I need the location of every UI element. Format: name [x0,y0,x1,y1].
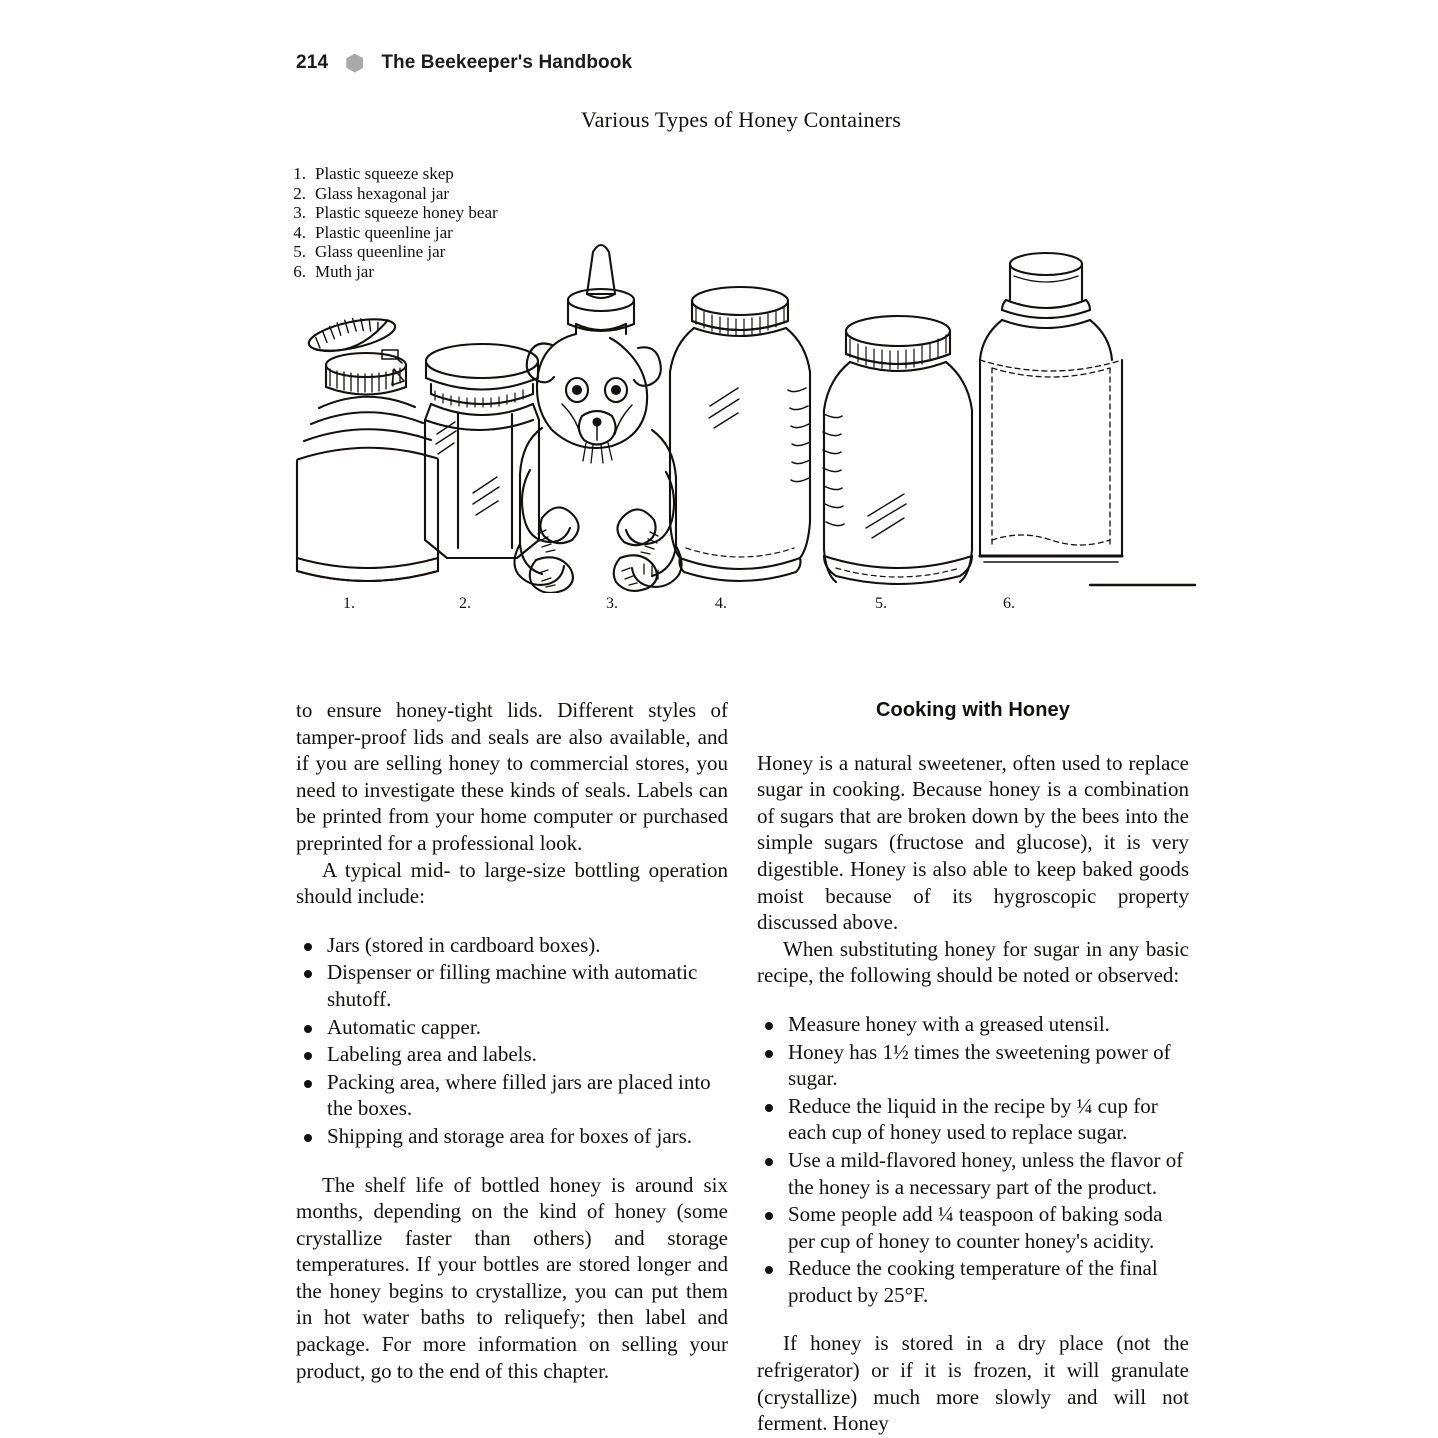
hexagon-icon [346,54,363,73]
list-item: Packing area, where filled jars are placed into the boxes. [296,1069,728,1122]
legend-label: Plastic squeeze honey bear [315,203,498,223]
container-hexagonal-jar [425,344,539,558]
paragraph-storing-honey: If honey is stored in a dry place (not the refrigerator) or if it is frozen, it will granulate (crystallize) much more slowly and will not ferment. Honey [757,1331,1189,1436]
list-item: Reduce the cooking temperature of the final product by 25°F. [757,1255,1189,1308]
figure-number-4: 4. [715,595,727,612]
section-heading-cooking-with-honey: Cooking with Honey [875,699,1071,721]
legend-number: 2. [293,183,306,203]
legend-number: 6. [293,261,306,281]
list-item: Labeling area and labels. [296,1041,728,1068]
legend-item [290,203,620,223]
legend-label: Plastic queenline jar [315,222,453,242]
legend-label: Glass queenline jar [315,242,446,262]
legend-label: Muth jar [315,261,375,281]
figure-number-6: 6. [1003,595,1015,612]
legend-item [290,184,620,204]
figure-number-2: 2. [459,595,471,612]
list-item: Use a mild-flavored honey, unless the flavor of the honey is a necessary part of the product. [757,1147,1189,1200]
substitution-tips-list [757,1011,1189,1309]
legend-label: Glass hexagonal jar [315,183,450,203]
legend-label: Plastic squeeze skep [315,164,454,183]
container-muth-jar [980,253,1122,562]
figure-number-labels [290,595,1200,617]
book-title: The Beekeeper's Handbook [381,52,633,73]
list-item: Dispenser or filling machine with automatic shutoff. [296,959,728,1012]
paragraph-bottling-operation: A typical mid- to large-size bottling operation should include: [296,857,728,909]
list-item: Some people add ¼ teaspoon of baking soda per cup of honey to counter honey's acidity. [757,1201,1189,1254]
list-item: Shipping and storage area for boxes of jars. [296,1123,728,1150]
paragraph-substituting-honey: When substituting honey for sugar in any basic recipe, the following should be noted or observed: [757,936,1189,988]
list-item: Honey has 1½ times the sweetening power of sugar. [757,1039,1189,1092]
container-plastic-queenline-jar [670,287,810,581]
bottling-equipment-list [296,932,728,1150]
container-squeeze-skep [297,313,438,581]
list-item: Reduce the liquid in the recipe by ¼ cup for each cup of honey used to replace sugar. [757,1093,1189,1146]
paragraph-honey-sweetener: Honey is a natural sweetener, often used to replace sugar in cooking. Because honey is a combination of sugars that are broken down by the bees into the simple sugars (fructose and glucose), it is very digestible. Honey is also able to keep baked goods moist because of its hygroscopic property discussed above. [757,750,1189,935]
paragraph-continued: to ensure honey-tight lids. Different styles of tamper-proof lids and seals are also available, and if you are selling honey to commercial stores, you need to investigate these kinds of seals. Labels can be printed from your home computer or purchased preprinted for a professional look. [296,698,728,855]
legend-number: 3. [293,203,306,223]
honey-containers-illustration [290,238,1200,593]
legend-number: 4. [293,222,306,242]
list-item: Measure honey with a greased utensil. [757,1011,1189,1038]
paragraph-shelf-life: The shelf life of bottled honey is around six months, depending on the kind of honey (some crystallize faster than others) and storage temperatures. If your bottles are stored longer and the honey begins to crystallize, you can put them in hot water baths to reliquefy; then label and package. For more information on selling your product, go to the end of this chapter. [296,1172,728,1383]
body-column-left [296,697,728,1384]
figure-number-5: 5. [875,595,887,612]
body-column-right [757,697,1189,1437]
container-glass-queenline-jar [823,316,972,584]
figure-title: Various Types of Honey Containers [581,107,901,132]
legend-item [290,164,620,184]
list-item: Automatic capper. [296,1014,728,1041]
legend-number: 1. [293,164,306,183]
figure-number-1: 1. [343,595,355,612]
legend-number: 5. [293,242,306,262]
list-item: Jars (stored in cardboard boxes). [296,932,728,959]
figure-number-3: 3. [606,595,618,612]
running-head [296,52,632,74]
page-number: 214 [296,52,329,73]
